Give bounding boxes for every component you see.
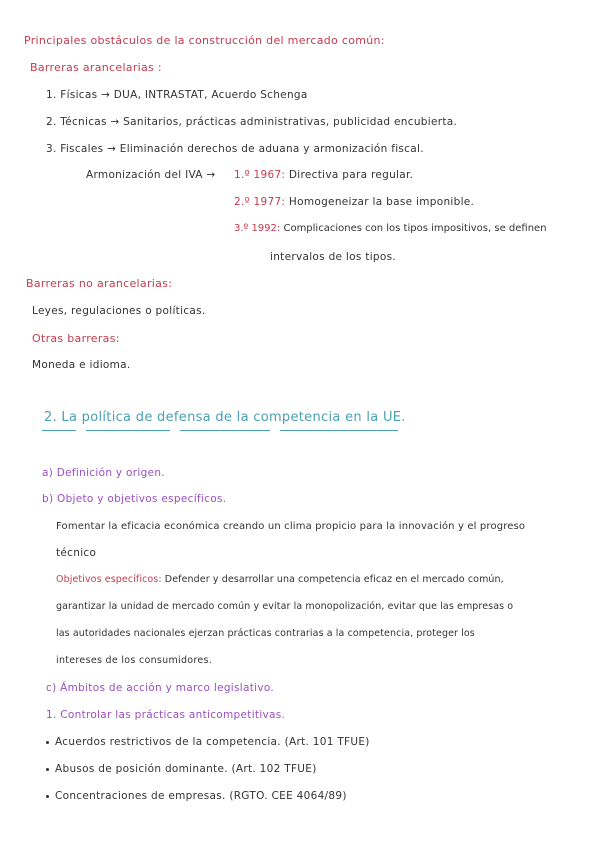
armonizacion-continuation: intervalos de los tipos.: [270, 251, 397, 263]
bullet-text: Acuerdos restrictivos de la competencia. (Art. 101 TFUE): [55, 736, 370, 748]
entry-text: Directiva para regular.: [288, 169, 414, 181]
entry-text: Complicaciones con los tipos impositivos, se definen: [283, 223, 547, 234]
item-text: DUA, INTRASTAT, Acuerdo Schenga: [113, 89, 308, 101]
title-underline: [180, 430, 270, 431]
objetivos-label: Objetivos específicos:: [56, 574, 162, 585]
arrow-right-icon: →: [110, 116, 120, 128]
entry-ordinal: 1.º: [234, 169, 250, 181]
title-underline: [42, 430, 76, 431]
item-number: 2.: [46, 116, 57, 128]
heading-otras-barreras: Otras barreras:: [32, 332, 120, 345]
bullet-text: Concentraciones de empresas. (RGTO. CEE 4064/89): [55, 790, 347, 802]
subsection-c: c) Ámbitos de acción y marco legislativo.: [46, 682, 275, 694]
objetivos-line-1: [56, 574, 504, 585]
heading-barreras-no-arancelarias: Barreras no arancelarias:: [26, 277, 173, 290]
arancelarias-item-3: [46, 143, 424, 155]
armonizacion-entry-2: [234, 196, 474, 208]
subsection-a: a) Definición y origen.: [42, 467, 165, 479]
entry-ordinal: 2.º: [234, 196, 250, 208]
item-text: Sanitarios, prácticas administrativas, publicidad encubierta.: [123, 116, 458, 128]
item-label: Técnicas: [60, 116, 107, 128]
arrow-right-icon: →: [107, 143, 117, 155]
entry-year: 1967:: [253, 169, 286, 181]
arancelarias-item-2: [46, 116, 457, 128]
entry-year: 1977:: [253, 196, 286, 208]
bullet-text: Abusos de posición dominante. (Art. 102 TFUE): [55, 763, 317, 775]
objeto-line-1: Fomentar la eficacia económica creando un clima propicio para la innovación y el progreso: [56, 521, 526, 532]
entry-year: 1992:: [251, 223, 281, 234]
item-number: 1.: [46, 89, 57, 101]
bullet-item-3: [46, 790, 347, 802]
armonizacion-label: Armonización del IVA →: [86, 169, 216, 181]
objetivos-line-4: intereses de los consumidores.: [56, 655, 213, 666]
objetivos-text: Defender y desarrollar una competencia eficaz en el mercado común,: [164, 574, 504, 585]
item-label: Físicas: [60, 89, 98, 101]
objeto-line-2: técnico: [56, 547, 97, 559]
subsection-b: b) Objeto y objetivos específicos.: [42, 493, 227, 505]
arrow-right-icon: →: [101, 89, 111, 101]
bullet-item-1: [46, 736, 370, 748]
subsection-c-1: 1. Controlar las prácticas anticompetitivas.: [46, 709, 286, 721]
bullet-item-2: [46, 763, 317, 775]
entry-ordinal: 3.º: [234, 223, 249, 234]
objetivos-line-2: garantizar la unidad de mercado común y evitar la monopolización, evitar que las empresas o: [56, 601, 514, 612]
otras-barreras-text: Moneda e idioma.: [32, 359, 131, 371]
armonizacion-entry-1: [234, 169, 413, 181]
entry-text: Homogeneizar la base imponible.: [288, 196, 475, 208]
title-underline: [280, 430, 398, 431]
page-title: Principales obstáculos de la construcción del mercado común:: [24, 34, 385, 47]
heading-barreras-arancelarias: Barreras arancelarias :: [30, 61, 162, 74]
bullet-icon: [46, 795, 49, 798]
objetivos-line-3: las autoridades nacionales ejerzan prácticas contrarias a la competencia, proteger los: [56, 628, 475, 639]
bullet-icon: [46, 768, 49, 771]
armonizacion-entry-3: [234, 223, 547, 234]
arancelarias-item-1: [46, 89, 308, 101]
bullet-icon: [46, 741, 49, 744]
item-label: Fiscales: [60, 143, 104, 155]
title-underline: [86, 430, 170, 431]
item-number: 3.: [46, 143, 57, 155]
section-2-title: 2. La política de defensa de la competencia en la UE.: [44, 410, 406, 425]
no-arancelarias-text: Leyes, regulaciones o políticas.: [32, 305, 206, 317]
item-text: Eliminación derechos de aduana y armonización fiscal.: [119, 143, 424, 155]
